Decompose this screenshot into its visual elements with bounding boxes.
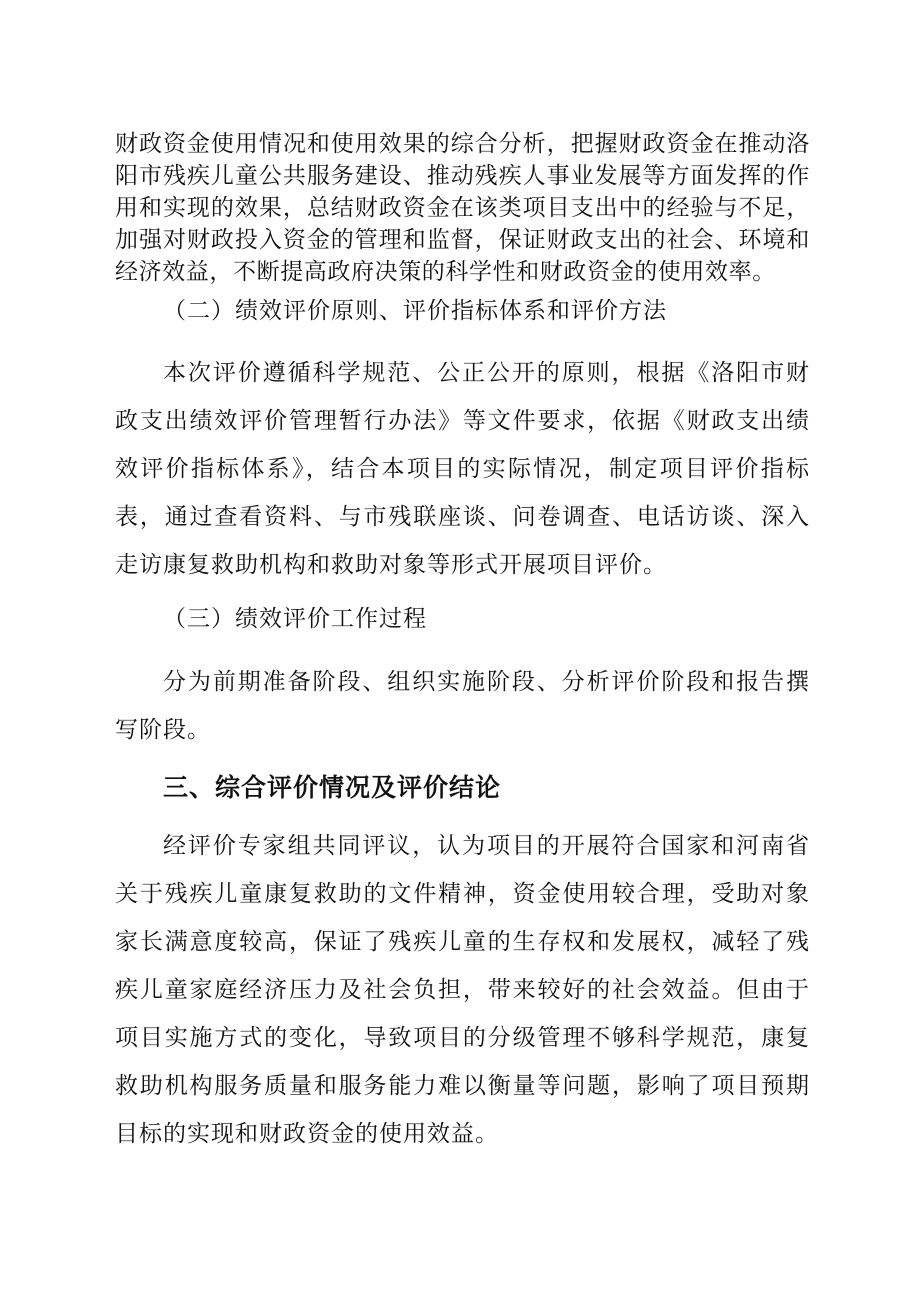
paragraph-conclusion: 经评价专家组共同评议，认为项目的开展符合国家和河南省关于残疾儿童康复救助的文件精神，资金使用较合理，受助对象家长满意度较高，保证了残疾儿童的生存权和发展权，减轻了残疾儿童家庭经济压力及社会负担，带来较好的社会效益。但由于项目实施方式的变化，导致项目的分级管理不够科学规范，康复救助机构服务质量和服务能力难以衡量等问题，影响了项目预期目标的实现和财政资金的使用效益。	[115, 833, 810, 1147]
sub-heading-evaluation-principles: （二）绩效评价原则、评价指标体系和评价方法	[163, 298, 667, 324]
intro-paragraph: 财政资金使用情况和使用效果的综合分析，把握财政资金在推动洛阳市残疾儿童公共服务建设、推动残疾人事业发展等方面发挥的作用和实现的效果，总结财政资金在该类项目支出中的经验与不足，加强对财政投入资金的管理和监督，保证财政支出的社会、环境和经济效益，不断提高政府决策的科学性和财政资金的使用效率。	[115, 131, 810, 285]
paragraph-process: 分为前期准备阶段、组织实施阶段、分析评价阶段和报告撰写阶段。	[115, 669, 810, 743]
sub-heading-evaluation-process: （三）绩效评价工作过程	[163, 606, 427, 632]
paragraph-principles: 本次评价遵循科学规范、公正公开的原则，根据《洛阳市财政支出绩效评价管理暂行办法》等文件要求，依据《财政支出绩效评价指标体系》，结合本项目的实际情况，制定项目评价指标表，通过查看资料、与市残联座谈、问卷调查、电话访谈、深入走访康复救助机构和救助对象等形式开展项目评价。	[115, 360, 810, 578]
section-heading-conclusion: 三、综合评价情况及评价结论	[163, 773, 502, 802]
